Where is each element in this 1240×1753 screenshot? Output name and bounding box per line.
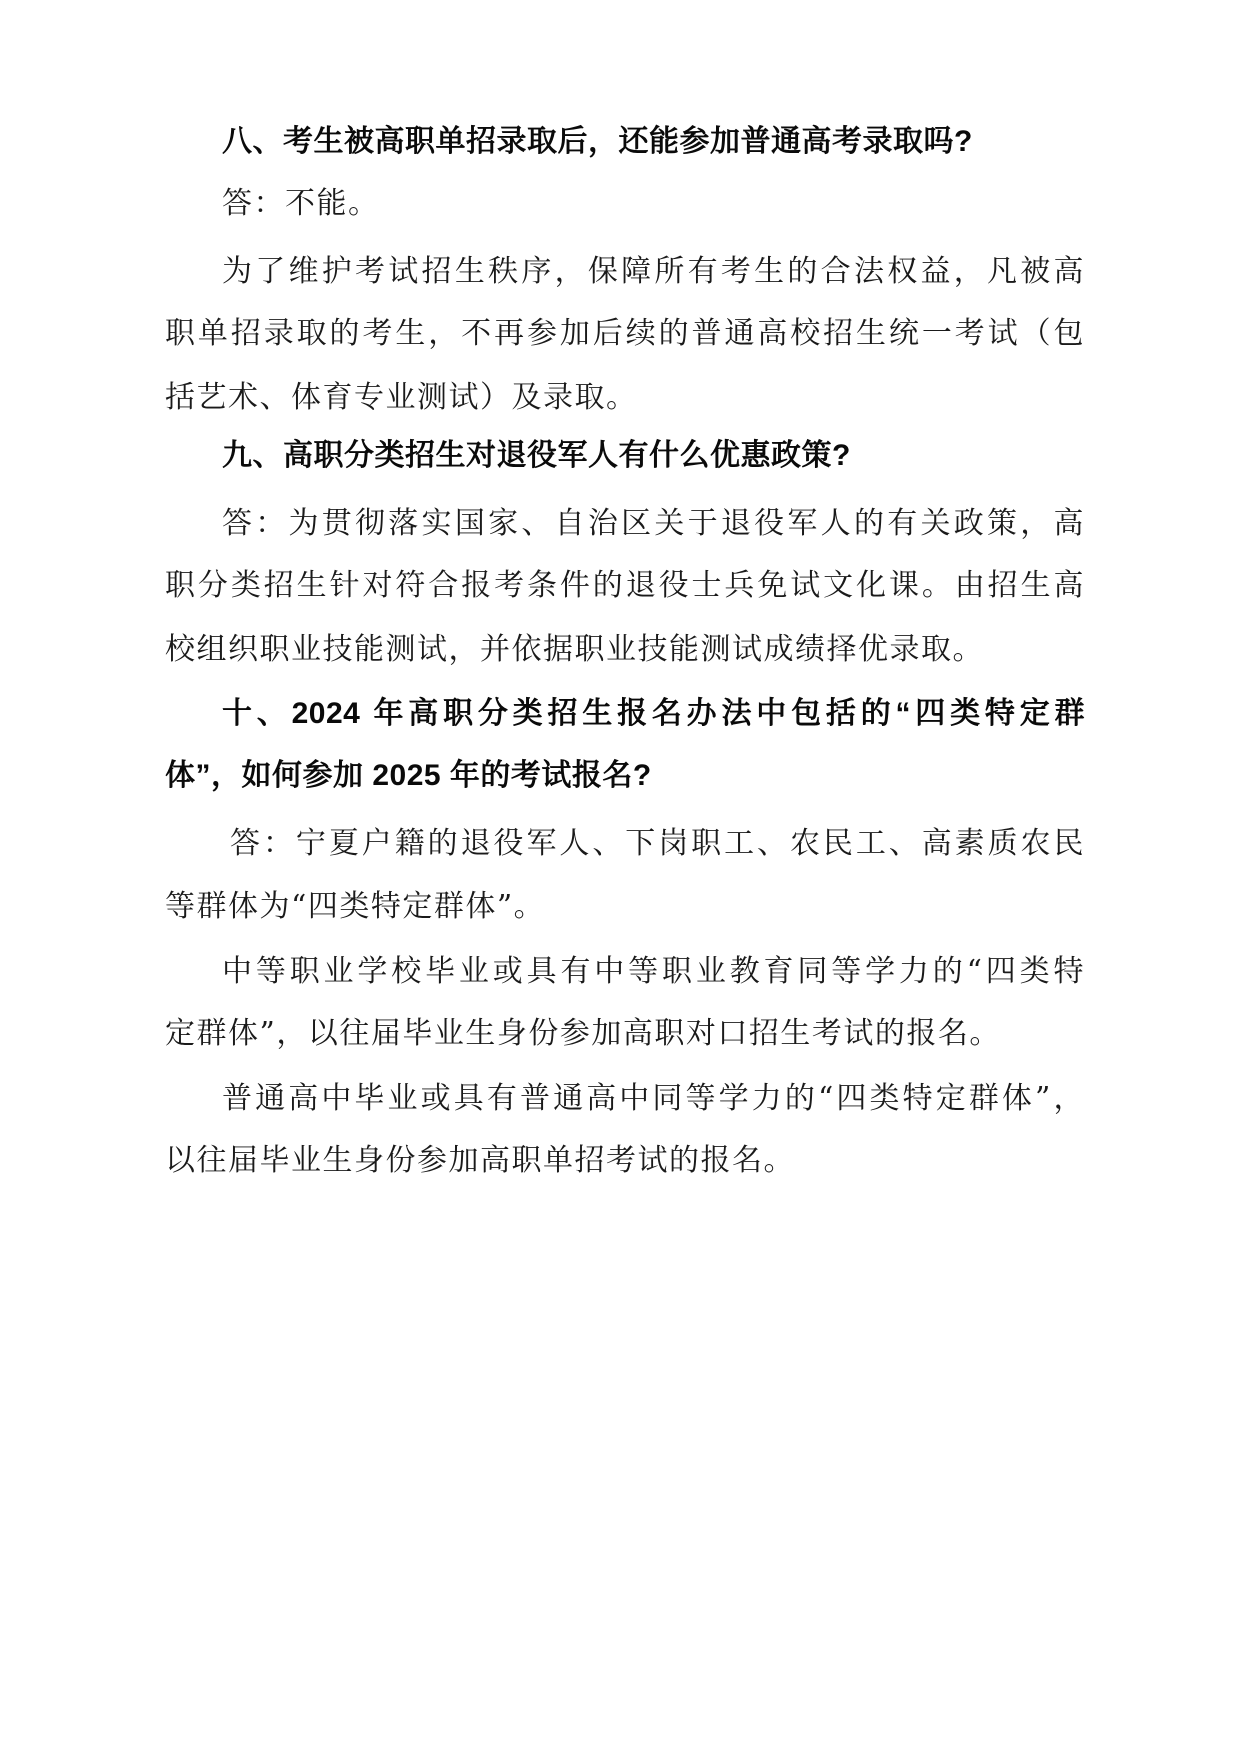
question-heading-10-cont: 体”，如何参加 2025 年的考试报名? (165, 759, 652, 792)
paragraph-line: 中等职业学校毕业或具有中等职业教育同等学力的“四类特 (222, 954, 1085, 989)
paragraph-line: 括艺术、体育专业测试）及录取。 (165, 380, 638, 415)
question-heading-9: 九、高职分类招生对退役军人有什么优惠政策? (222, 439, 851, 472)
answer-text: 答：宁夏户籍的退役军人、下岗职工、农民工、高素质农民 (230, 826, 1085, 861)
paragraph-line: 普通高中毕业或具有普通高中同等学力的“四类特定群体”， (222, 1081, 1085, 1116)
paragraph-line: 以往届毕业生身份参加高职单招考试的报名。 (165, 1143, 795, 1178)
paragraph-line: 校组织职业技能测试，并依据职业技能测试成绩择优录取。 (165, 632, 984, 667)
paragraph-line: 职分类招生针对符合报考条件的退役士兵免试文化课。由招生高 (165, 568, 1085, 603)
paragraph-line: 为了维护考试招生秩序，保障所有考生的合法权益，凡被高 (222, 254, 1085, 289)
paragraph-line: 等群体为“四类特定群体”。 (165, 889, 546, 924)
question-heading-8: 八、考生被高职单招录取后，还能参加普通高考录取吗? (222, 125, 973, 158)
answer-text: 答：不能。 (222, 186, 380, 221)
question-heading-10: 十、2024 年高职分类招生报名办法中包括的“四类特定群 (222, 697, 1085, 730)
answer-text: 答：为贯彻落实国家、自治区关于退役军人的有关政策，高 (222, 506, 1085, 541)
paragraph-line: 职单招录取的考生，不再参加后续的普通高校招生统一考试（包 (165, 316, 1085, 351)
paragraph-line: 定群体”，以往届毕业生身份参加高职对口招生考试的报名。 (165, 1016, 1001, 1051)
